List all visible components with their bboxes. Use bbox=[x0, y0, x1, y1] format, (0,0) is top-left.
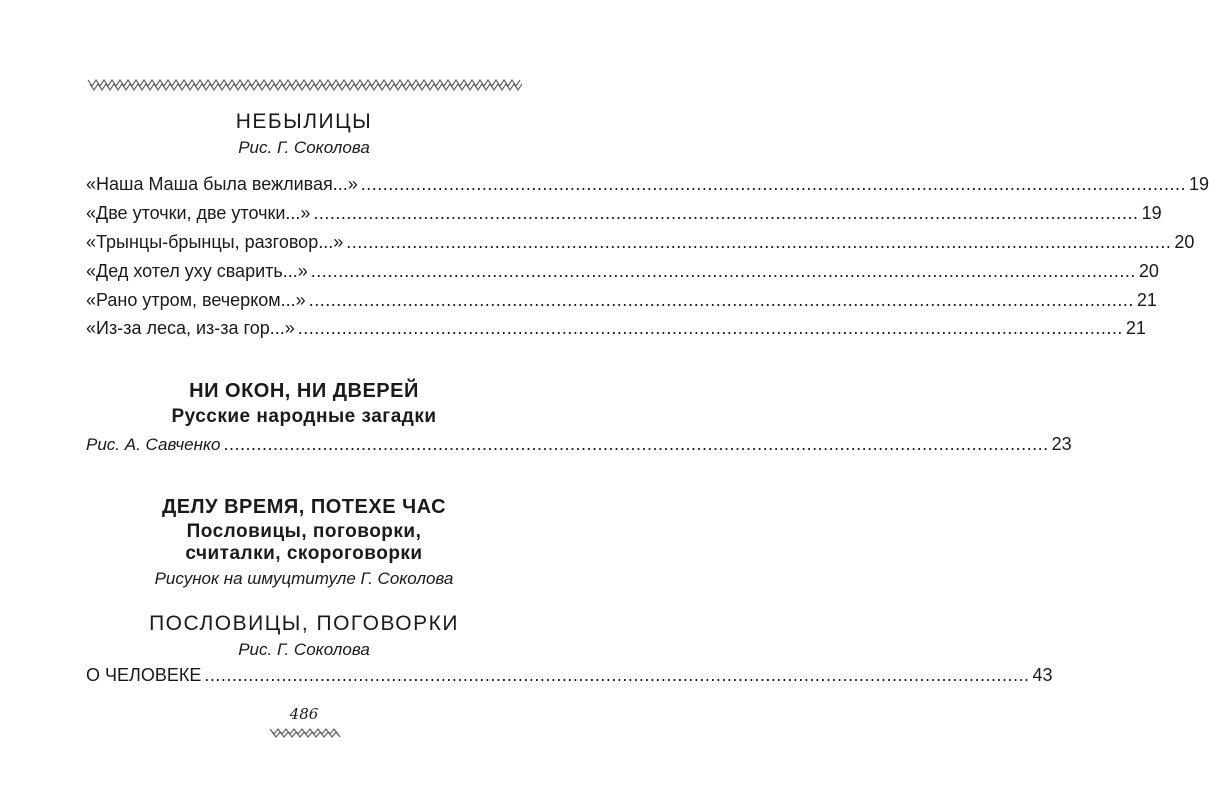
toc-entry-title: «Дед хотел уху сварить...» bbox=[86, 261, 308, 281]
toc-entry[interactable] bbox=[86, 203, 1162, 229]
illustrator-credit-poslovitsy: Рис. Г. Соколова bbox=[238, 640, 370, 659]
toc-entry-title: «Из-за леса, из-за гор...» bbox=[86, 318, 295, 338]
decorative-zigzag-border-top bbox=[88, 78, 522, 92]
toc-entry[interactable] bbox=[86, 318, 1146, 344]
dot-leader: ...................................................................................................................................................... bbox=[310, 261, 1136, 281]
illustrator-credit-nebylitsy: Рис. Г. Соколова bbox=[238, 138, 370, 157]
toc-entry-page: 21 bbox=[1125, 318, 1146, 338]
toc-entry-title: Рис. А. Савченко bbox=[86, 435, 221, 454]
toc-entry-title: «Рано утром, вечерком...» bbox=[86, 290, 306, 310]
toc-entry[interactable] bbox=[86, 665, 1053, 691]
dot-leader: ...................................................................................................................................................... bbox=[223, 434, 1049, 454]
section-subtitle-line1: Пословицы, поговорки, bbox=[186, 521, 422, 542]
dot-leader: ...................................................................................................................................................... bbox=[360, 174, 1186, 194]
section-title-poslovitsy: ПОСЛОВИЦЫ, ПОГОВОРКИ bbox=[149, 612, 459, 635]
section-subtitle-zagadki: Русские народные загадки bbox=[171, 406, 437, 427]
toc-entry-title: О ЧЕЛОВЕКЕ bbox=[86, 665, 202, 685]
toc-entry-title: «Наша Маша была вежливая...» bbox=[86, 174, 358, 194]
dot-leader: ...................................................................................................................................................... bbox=[313, 203, 1139, 223]
toc-entry-title: «Трынцы-брынцы, разговор...» bbox=[86, 232, 344, 252]
section-title-nebylitsy: НЕБЫЛИЦЫ bbox=[235, 110, 373, 133]
toc-entry[interactable] bbox=[86, 232, 1195, 258]
page-number: 486 bbox=[289, 705, 319, 723]
toc-entry-page: 20 bbox=[1174, 232, 1195, 252]
toc-entry[interactable] bbox=[86, 174, 1209, 200]
toc-entry-page: 23 bbox=[1051, 434, 1072, 454]
dot-leader: ...................................................................................................................................................... bbox=[297, 318, 1123, 338]
dot-leader: ...................................................................................................................................................... bbox=[346, 232, 1172, 252]
toc-entry-page: 19 bbox=[1188, 174, 1209, 194]
toc-entry-page: 20 bbox=[1138, 261, 1159, 281]
toc-entry-page: 43 bbox=[1032, 665, 1053, 685]
toc-entry-title: «Две уточки, две уточки...» bbox=[86, 203, 311, 223]
section-subtitle-line2: считалки, скороговорки bbox=[185, 543, 423, 564]
dot-leader: ...................................................................................................................................................... bbox=[308, 290, 1134, 310]
toc-entry-page: 19 bbox=[1141, 203, 1162, 223]
toc-entry[interactable] bbox=[86, 261, 1159, 287]
dot-leader: ...................................................................................................................................................... bbox=[204, 665, 1030, 685]
section-title-delu-vremya: ДЕЛУ ВРЕМЯ, ПОТЕХЕ ЧАС bbox=[161, 496, 447, 518]
toc-entry-page: 21 bbox=[1136, 290, 1157, 310]
toc-entry[interactable] bbox=[86, 290, 1157, 316]
illustrator-credit-delu-vremya: Рисунок на шмуцтитуле Г. Соколова bbox=[154, 569, 454, 588]
decorative-zigzag-border-bottom bbox=[270, 727, 340, 739]
toc-entry[interactable] bbox=[86, 434, 1072, 460]
section-title-zagadki: НИ ОКОН, НИ ДВЕРЕЙ bbox=[189, 380, 419, 402]
